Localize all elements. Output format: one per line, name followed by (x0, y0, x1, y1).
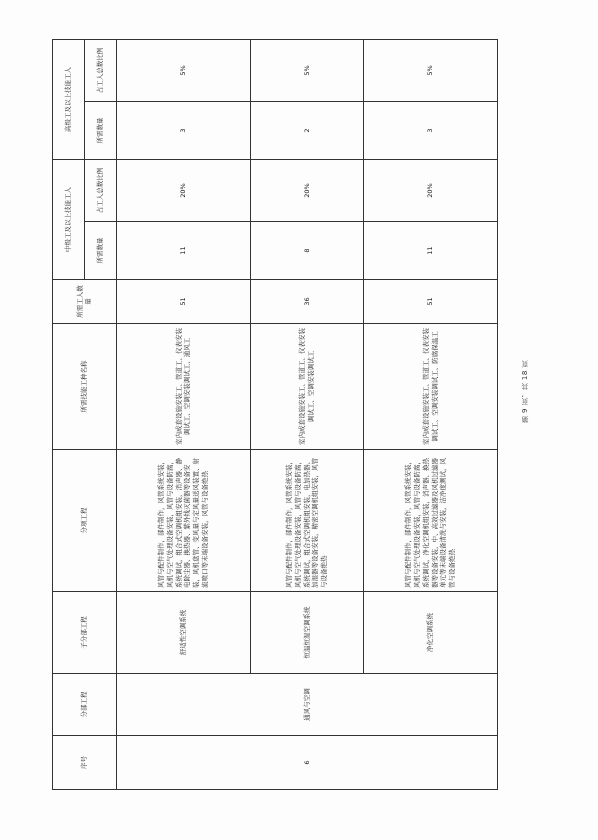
cell-item: 风管与配件制作，部件制作，风管系统安装，风机与空气处理设备安装，风管与设备防腐，系统调试，净化空调机组安装，消声器、换热器等设备安装，中、高效过滤器及风机过滤器单元等末端设备清洗与安装，洁净度测试，风管与设备绝热 (364, 450, 498, 592)
cell-workers: 51 (116, 280, 250, 324)
cell-skills: 室内成套设施安装工、管道工、仪表安装调试工、空调安装调试工 (250, 324, 363, 450)
header-senior-group: 高级工及以上技能工人 (53, 40, 85, 160)
cell-senior-count: 3 (116, 102, 250, 160)
cell-subdivision: 净化空调系统 (364, 592, 498, 674)
cell-mid-ratio: 20% (250, 160, 363, 222)
header-mid-group: 中级工及以上技能工人 (53, 160, 85, 280)
workers-table (52, 39, 498, 790)
cell-item: 风管与配件制作，部件制作，风管系统安装，风机与空气处理设备安装，风管与设备防腐，系统调试，组合式空调机组安装，消声器、静电除尘器、换热器、紫外线灭菌器等设备安装，风机盘管、变风量与定风量送风装置、射流喷口等末端设备安装，风管与设备绝热 (116, 450, 250, 592)
cell-senior-count: 3 (364, 102, 498, 160)
cell-subdivision: 恒温恒湿空调系统 (250, 592, 363, 674)
cell-senior-ratio: 5% (364, 40, 498, 102)
header-senior-count: 所需数量 (84, 102, 116, 160)
header-mid-ratio: 占工人总数比例 (84, 160, 116, 222)
header-subdivision: 子分部工程 (53, 592, 117, 674)
page-footer: 第 9 页，共 18 页 (521, 360, 529, 424)
cell-skills: 室内成套设施安装工、管道工、仪表安装调试工、空调安装调试工、防腐保温工 (364, 324, 498, 450)
table-frame (52, 40, 498, 790)
cell-item: 风管与配件制作，部件制作，风管系统安装，风机与空气处理设备安装，风管与设备防腐，系统调试，组合式空调机组安装，电加热器、加湿器等设备安装，精密空调机组安装，风管与设备绝热 (250, 450, 363, 592)
cell-mid-count: 11 (116, 222, 250, 280)
cell-workers: 51 (364, 280, 498, 324)
header-division: 分部工程 (53, 674, 117, 736)
cell-subdivision: 舒适性空调系统 (116, 592, 250, 674)
rotated-table-container (52, 40, 498, 790)
cell-senior-ratio: 5% (250, 40, 363, 102)
cell-seq: 6 (116, 736, 497, 790)
header-row-1 (53, 40, 85, 790)
header-seq: 序号 (53, 736, 117, 790)
header-mid-count: 所需数量 (84, 222, 116, 280)
header-senior-ratio: 占工人总数比例 (84, 40, 116, 102)
header-workers: 所需工人数量 (53, 280, 117, 324)
cell-senior-count: 2 (250, 102, 363, 160)
cell-mid-count: 8 (250, 222, 363, 280)
cell-mid-ratio: 20% (116, 160, 250, 222)
cell-mid-count: 11 (364, 222, 498, 280)
cell-mid-ratio: 20% (364, 160, 498, 222)
header-item: 分项工程 (53, 450, 117, 592)
header-skills: 所需技能工种名称 (53, 324, 117, 450)
cell-division: 通风与空调 (116, 674, 497, 736)
table-row (116, 40, 250, 790)
cell-workers: 36 (250, 280, 363, 324)
cell-skills: 室内成套设施安装工、管道工、仪表安装调试工、空调安装调试工、通风工 (116, 324, 250, 450)
cell-senior-ratio: 5% (116, 40, 250, 102)
